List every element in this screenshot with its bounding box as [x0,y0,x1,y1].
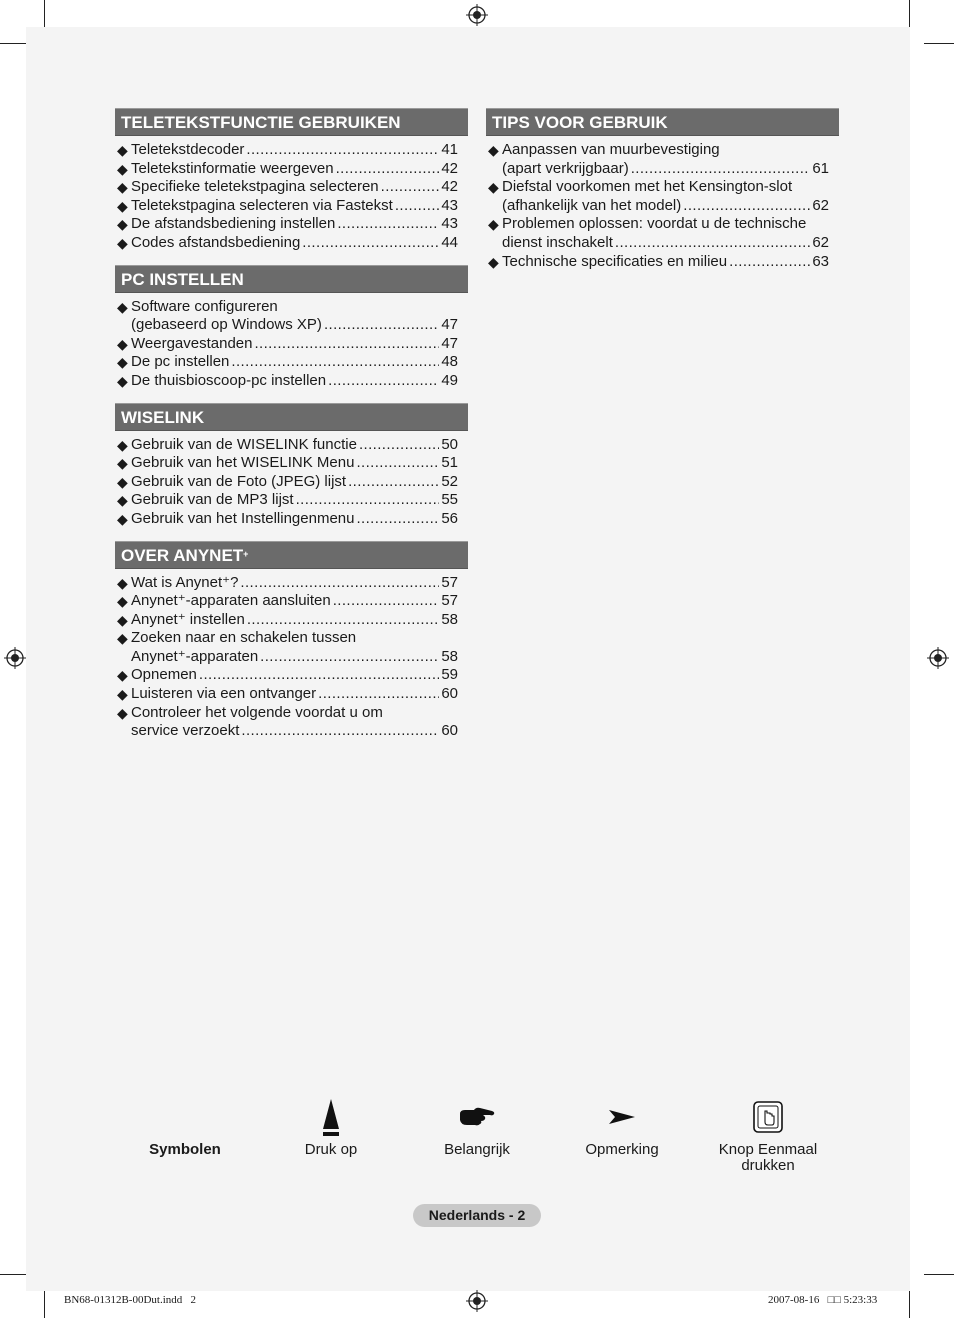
toc-entry-text: Wat is Anynet⁺? [131,573,239,591]
dot-leader [683,197,810,216]
toc-entry-line [115,234,458,253]
toc-entry-line [115,197,458,216]
toc-page-number: 58 [441,610,458,628]
diamond-bullet-icon: ◆ [117,667,128,684]
toc-entry-line [115,372,458,391]
toc-entry-line [486,197,829,216]
symbols-legend [0,1095,954,1185]
diamond-bullet-icon: ◆ [117,574,128,591]
toc-entry[interactable] [115,491,458,510]
diamond-bullet-icon: ◆ [117,686,128,703]
toc-entry-line [115,316,458,335]
toc-entry-text: Controleer het volgende voordat u om [131,703,383,721]
dot-leader [247,611,439,630]
dot-leader [254,335,439,354]
toc-entry-line [115,510,458,529]
toc-entry-line [115,215,458,234]
toc-page-number: 63 [812,252,829,270]
diamond-bullet-icon: ◆ [117,335,128,352]
registration-mark-icon [466,4,488,26]
dot-leader [381,178,440,197]
diamond-bullet-icon: ◆ [117,160,128,177]
diamond-bullet-icon: ◆ [117,354,128,371]
dot-leader [324,316,439,335]
dot-leader [356,510,439,529]
diamond-bullet-icon: ◆ [488,253,499,270]
toc-entry-text: Teletekstinformatie weergeven [131,159,334,177]
diamond-bullet-icon: ◆ [488,142,499,158]
registration-mark-icon [466,1290,488,1312]
toc-page-number: 58 [441,647,458,665]
toc-entry-line [486,253,829,272]
diamond-bullet-icon: ◆ [488,179,499,196]
dot-leader [336,160,440,179]
dot-leader [631,160,811,179]
toc-entry[interactable] [115,197,458,216]
toc-entry-line [115,141,458,160]
section-title: OVER ANYNET [121,545,244,565]
toc-page-number: 62 [812,233,829,251]
toc-entry-text: De thuisbioscoop-pc instellen [131,371,327,389]
toc-entry-text: Opnemen [131,666,197,684]
crop-mark [44,1288,45,1318]
toc-entry-text: (afhankelijk van het model) [502,196,682,214]
pointing-hand-icon [427,1095,527,1139]
diamond-bullet-icon: ◆ [117,298,128,315]
toc-entry-line [115,648,458,667]
toc-entry-text: De pc instellen [131,353,230,371]
toc-entry-text: Technische specificaties en milieu [502,252,728,270]
toc-page-number: 56 [441,509,458,527]
diamond-bullet-icon: ◆ [117,436,128,453]
section-header [115,265,468,293]
toc-entry-text: Gebruik van de Foto (JPEG) lijst [131,472,347,490]
press-arrow-icon [281,1095,381,1139]
registration-mark-icon [927,647,949,669]
toc-section [115,541,468,741]
dot-leader [328,372,439,391]
toc-entry-line [115,611,458,630]
toc-entry[interactable] [115,510,458,529]
toc-entry-text: Weergavestanden [131,334,253,352]
toc-section [486,108,839,271]
toc-entry-line [115,722,458,741]
section-header [115,108,468,136]
toc-entry[interactable] [115,160,458,179]
diamond-bullet-icon: ◆ [117,216,128,233]
page-number-badge: Nederlands - 2 [413,1204,541,1227]
dot-leader [318,685,439,704]
toc-entry-text: (gebaseerd op Windows XP) [131,316,322,334]
diamond-bullet-icon: ◆ [117,473,128,490]
toc-entry-line [115,436,458,455]
toc-page-number: 42 [441,159,458,177]
toc-page-number: 43 [441,196,458,214]
diamond-bullet-icon: ◆ [117,510,128,527]
toc-entry[interactable] [115,436,458,455]
diamond-bullet-icon: ◆ [117,372,128,389]
toc-entry-text: Luisteren via een ontvanger [131,685,317,703]
toc-entry-text: Anynet⁺-apparaten aansluiten [131,592,331,610]
toc-entry-text: Teletekstpagina selecteren via Fastekst [131,196,393,214]
toc-page-number: 44 [441,233,458,251]
crop-mark [924,1274,954,1275]
toc-entry[interactable] [115,574,458,593]
diamond-bullet-icon: ◆ [117,179,128,196]
dot-leader [246,141,439,160]
toc-entry-line [115,160,458,179]
file-name-slug: BN68-01312B-00Dut.indd 2 [64,1294,196,1306]
crop-mark [44,0,45,30]
toc-entry-line [115,335,458,354]
toc-entry[interactable] [115,141,458,160]
toc-section [115,108,468,253]
diamond-bullet-icon: ◆ [117,704,128,721]
toc-entry-text: Specifieke teletekstpagina selecteren [131,178,379,196]
toc-left-column [115,108,468,753]
toc-entry[interactable] [486,253,829,272]
toc-entry[interactable] [115,298,458,335]
dot-leader [240,574,439,593]
toc-page-number: 61 [812,159,829,177]
toc-entry-line [115,574,458,593]
toc-page-number: 50 [441,435,458,453]
diamond-bullet-icon: ◆ [117,455,128,472]
symbol-one-touch [708,1095,828,1174]
toc-entry-text: Anynet⁺ instellen [131,610,245,628]
symbol-label: Druk op [304,1141,358,1158]
diamond-bullet-icon: ◆ [117,630,128,647]
dot-leader [296,491,440,510]
symbol-label: Knop Eenmaal drukken [718,1141,818,1174]
toc-entry-text: Anynet⁺-apparaten [131,647,259,665]
symbols-heading: Symbolen [149,1141,221,1158]
dot-leader [333,592,440,611]
toc-page-number: 49 [441,371,458,389]
toc-entry-text: Problemen oplossen: voordat u de technische [502,215,807,233]
toc-entry-line [115,704,458,723]
toc-entry-line [115,298,458,317]
section-title: TELETEKSTFUNCTIE GEBRUIKEN [121,113,401,132]
toc-entry[interactable] [486,215,829,252]
toc-entry-text: (apart verkrijgbaar) [502,159,629,177]
dot-leader [337,215,439,234]
dot-leader [302,234,439,253]
toc-page-number: 52 [441,472,458,490]
toc-entry-line [115,592,458,611]
toc-entry-line [115,353,458,372]
toc-entry-line [115,454,458,473]
diamond-bullet-icon: ◆ [117,593,128,610]
toc-entry-text: Aanpassen van muurbevestiging [502,141,720,158]
toc-entry-line [115,666,458,685]
toc-page-number: 62 [812,196,829,214]
symbol-press [281,1095,381,1158]
toc-entry-line [486,234,829,253]
dot-leader [395,197,440,216]
toc-page-number: 41 [441,141,458,158]
toc-entry-text: Gebruik van het Instellingenmenu [131,509,355,527]
toc-entry[interactable] [115,704,458,741]
toc-entry-text: Software configureren [131,297,278,315]
toc-section [115,265,468,391]
section-header [115,403,468,431]
toc-page-number: 47 [441,316,458,334]
toc-entry-line [115,685,458,704]
toc-page-number: 60 [441,722,458,740]
diamond-bullet-icon: ◆ [117,611,128,628]
toc-entry-line [115,491,458,510]
toc-page-number: 48 [441,353,458,371]
section-title: PC INSTELLEN [121,269,244,289]
toc-entry-text: service verzoekt [131,722,240,740]
toc-page-number: 42 [441,178,458,196]
toc-entry-line [115,178,458,197]
symbol-note [572,1095,672,1158]
toc-entry-text: Gebruik van de WISELINK functie [131,435,357,453]
section-title-superscript: + [243,548,249,559]
dot-leader [241,722,439,741]
dot-leader [199,666,439,685]
toc-entry[interactable] [115,611,458,630]
toc-entry[interactable] [115,685,458,704]
note-arrow-icon [572,1095,672,1139]
dot-leader [260,648,439,667]
toc-page-number: 47 [441,334,458,352]
toc-entry[interactable] [115,666,458,685]
toc-right-column [486,108,839,283]
toc-page-number: 51 [441,454,458,472]
toc-entry-line [486,160,829,179]
toc-entry[interactable] [115,629,458,666]
toc-entry-line [486,178,829,197]
one-touch-button-icon [708,1095,828,1139]
toc-entry-text: Codes afstandsbediening [131,233,301,251]
toc-entry[interactable] [115,178,458,197]
toc-page-number: 59 [441,666,458,684]
dot-leader [348,473,439,492]
symbol-label: Belangrijk [444,1141,510,1158]
toc-entry[interactable] [115,592,458,611]
diamond-bullet-icon: ◆ [117,142,128,158]
toc-page-number: 60 [441,685,458,703]
toc-entry-text: Zoeken naar en schakelen tussen [131,629,357,647]
toc-entry-text: Diefstal voorkomen met het Kensington-slot [502,178,793,196]
toc-entry-line [115,629,458,648]
diamond-bullet-icon: ◆ [117,492,128,509]
toc-entry-line [115,473,458,492]
dot-leader [356,454,439,473]
section-title: WISELINK [121,407,205,427]
crop-mark [909,0,910,30]
section-header [115,541,468,569]
symbol-label: Opmerking [585,1141,659,1158]
symbol-important [427,1095,527,1158]
toc-entry-line [486,141,829,160]
dot-leader [359,436,439,455]
dot-leader [231,353,439,372]
toc-page-number: 57 [441,573,458,591]
registration-mark-icon [4,647,26,669]
toc-entry[interactable] [486,141,829,178]
section-title: TIPS VOOR GEBRUIK [492,113,668,132]
diamond-bullet-icon: ◆ [117,197,128,214]
toc-entry[interactable] [115,234,458,253]
toc-page-number: 43 [441,215,458,233]
diamond-bullet-icon: ◆ [117,234,128,251]
dot-leader [615,234,810,253]
toc-entry[interactable] [115,353,458,372]
date-time-slug: 2007-08-16 □□ 5:23:33 [768,1294,878,1306]
toc-entry[interactable] [115,454,458,473]
toc-section [115,403,468,529]
toc-entry[interactable] [115,335,458,354]
toc-entry[interactable] [115,473,458,492]
toc-page-number: 55 [441,491,458,509]
toc-entry[interactable] [115,215,458,234]
section-header [486,108,839,136]
dot-leader [729,253,810,272]
toc-entry-text: Teletekstdecoder [131,141,245,158]
toc-entry[interactable] [486,178,829,215]
diamond-bullet-icon: ◆ [488,216,499,233]
toc-entry-text: Gebruik van het WISELINK Menu [131,454,355,472]
crop-mark [909,1288,910,1318]
toc-entry[interactable] [115,372,458,391]
toc-page-number: 57 [441,592,458,610]
toc-entry-text: dienst inschakelt [502,233,613,251]
toc-entry-line [486,215,829,234]
toc-entry-text: De afstandsbediening instellen [131,215,336,233]
crop-mark [924,43,954,44]
toc-entry-text: Gebruik van de MP3 lijst [131,491,294,509]
